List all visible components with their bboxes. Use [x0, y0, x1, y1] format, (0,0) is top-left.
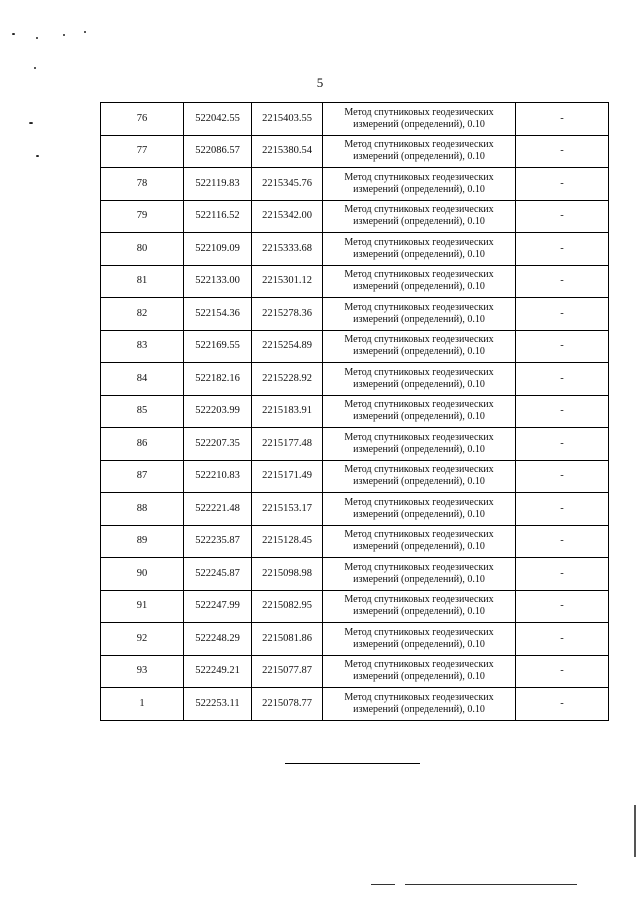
- method-text-line: измерений (определений), 0.10: [353, 703, 485, 715]
- method-text-line: Метод спутниковых геодезических: [344, 334, 494, 346]
- extra-cell: -: [516, 655, 609, 688]
- method-text-line: Метод спутниковых геодезических: [344, 594, 494, 606]
- method-text-line: измерений (определений), 0.10: [353, 476, 485, 488]
- method-cell: [323, 428, 516, 461]
- method-cell: [323, 525, 516, 558]
- extra-cell: -: [516, 428, 609, 461]
- y-coordinate-cell: 2215254.89: [252, 330, 323, 363]
- method-cell: [323, 200, 516, 233]
- y-coordinate-cell: 2215128.45: [252, 525, 323, 558]
- y-coordinate-cell: 2215098.98: [252, 558, 323, 591]
- method-text-line: Метод спутниковых геодезических: [344, 464, 494, 476]
- method-text-line: измерений (определений), 0.10: [353, 671, 485, 683]
- point-number-cell: 92: [101, 623, 184, 656]
- method-cell: [323, 590, 516, 623]
- extra-cell: -: [516, 688, 609, 721]
- method-text-line: Метод спутниковых геодезических: [344, 431, 494, 443]
- extra-cell: -: [516, 558, 609, 591]
- method-cell: [323, 493, 516, 526]
- x-coordinate-cell: 522253.11: [184, 688, 252, 721]
- method-text-line: Метод спутниковых геодезических: [344, 529, 494, 541]
- table-row: [101, 298, 609, 331]
- y-coordinate-cell: 2215082.95: [252, 590, 323, 623]
- table-row: [101, 525, 609, 558]
- method-cell: [323, 135, 516, 168]
- point-number-cell: 87: [101, 460, 184, 493]
- table-row: [101, 330, 609, 363]
- table-row: [101, 590, 609, 623]
- extra-cell: -: [516, 233, 609, 266]
- x-coordinate-cell: 522116.52: [184, 200, 252, 233]
- point-number-cell: 83: [101, 330, 184, 363]
- y-coordinate-cell: 2215345.76: [252, 168, 323, 201]
- method-text-line: измерений (определений), 0.10: [353, 541, 485, 553]
- x-coordinate-cell: 522042.55: [184, 103, 252, 136]
- point-number-cell: 84: [101, 363, 184, 396]
- table-row: [101, 265, 609, 298]
- method-text-line: Метод спутниковых геодезических: [344, 204, 494, 216]
- y-coordinate-cell: 2215403.55: [252, 103, 323, 136]
- end-separator-line: [285, 763, 420, 764]
- extra-cell: -: [516, 623, 609, 656]
- extra-cell: -: [516, 363, 609, 396]
- method-cell: [323, 233, 516, 266]
- x-coordinate-cell: 522086.57: [184, 135, 252, 168]
- method-text-line: измерений (определений), 0.10: [353, 508, 485, 520]
- method-text-line: измерений (определений), 0.10: [353, 606, 485, 618]
- table-row: [101, 688, 609, 721]
- table-row: [101, 200, 609, 233]
- method-cell: [323, 395, 516, 428]
- point-number-cell: 85: [101, 395, 184, 428]
- y-coordinate-cell: 2215081.86: [252, 623, 323, 656]
- y-coordinate-cell: 2215177.48: [252, 428, 323, 461]
- point-number-cell: 78: [101, 168, 184, 201]
- point-number-cell: 82: [101, 298, 184, 331]
- method-text-line: Метод спутниковых геодезических: [344, 366, 494, 378]
- point-number-cell: 81: [101, 265, 184, 298]
- table-row: [101, 135, 609, 168]
- x-coordinate-cell: 522245.87: [184, 558, 252, 591]
- y-coordinate-cell: 2215301.12: [252, 265, 323, 298]
- method-text-line: Метод спутниковых геодезических: [344, 106, 494, 118]
- table-row: [101, 655, 609, 688]
- method-text-line: измерений (определений), 0.10: [353, 378, 485, 390]
- y-coordinate-cell: 2215183.91: [252, 395, 323, 428]
- method-text-line: Метод спутниковых геодезических: [344, 269, 494, 281]
- scan-speck: [63, 34, 65, 36]
- method-text-line: измерений (определений), 0.10: [353, 638, 485, 650]
- y-coordinate-cell: 2215342.00: [252, 200, 323, 233]
- method-text-line: измерений (определений), 0.10: [353, 346, 485, 358]
- method-text-line: Метод спутниковых геодезических: [344, 236, 494, 248]
- footer-line-short: [371, 884, 395, 885]
- point-number-cell: 91: [101, 590, 184, 623]
- method-cell: [323, 103, 516, 136]
- method-text-line: измерений (определений), 0.10: [353, 411, 485, 423]
- scan-edge-mark: [634, 805, 636, 857]
- x-coordinate-cell: 522235.87: [184, 525, 252, 558]
- point-number-cell: 77: [101, 135, 184, 168]
- method-text-line: измерений (определений), 0.10: [353, 183, 485, 195]
- table-row: [101, 558, 609, 591]
- x-coordinate-cell: 522203.99: [184, 395, 252, 428]
- coordinates-table: [100, 102, 609, 721]
- x-coordinate-cell: 522109.09: [184, 233, 252, 266]
- scan-speck: [36, 37, 38, 39]
- method-text-line: Метод спутниковых геодезических: [344, 399, 494, 411]
- y-coordinate-cell: 2215078.77: [252, 688, 323, 721]
- extra-cell: -: [516, 265, 609, 298]
- x-coordinate-cell: 522119.83: [184, 168, 252, 201]
- extra-cell: -: [516, 395, 609, 428]
- scan-speck: [34, 67, 36, 69]
- extra-cell: -: [516, 525, 609, 558]
- method-text-line: Метод спутниковых геодезических: [344, 691, 494, 703]
- method-text-line: измерений (определений), 0.10: [353, 216, 485, 228]
- x-coordinate-cell: 522210.83: [184, 460, 252, 493]
- extra-cell: -: [516, 200, 609, 233]
- method-text-line: Метод спутниковых геодезических: [344, 139, 494, 151]
- page-number: 5: [316, 75, 324, 90]
- scan-speck: [29, 122, 33, 124]
- x-coordinate-cell: 522169.55: [184, 330, 252, 363]
- x-coordinate-cell: 522154.36: [184, 298, 252, 331]
- point-number-cell: 88: [101, 493, 184, 526]
- x-coordinate-cell: 522247.99: [184, 590, 252, 623]
- y-coordinate-cell: 2215380.54: [252, 135, 323, 168]
- method-text-line: измерений (определений), 0.10: [353, 248, 485, 260]
- table-row: [101, 493, 609, 526]
- x-coordinate-cell: 522207.35: [184, 428, 252, 461]
- x-coordinate-cell: 522133.00: [184, 265, 252, 298]
- method-text-line: Метод спутниковых геодезических: [344, 659, 494, 671]
- method-cell: [323, 460, 516, 493]
- extra-cell: -: [516, 330, 609, 363]
- method-text-line: измерений (определений), 0.10: [353, 443, 485, 455]
- method-cell: [323, 688, 516, 721]
- coordinates-table-body: [101, 103, 609, 721]
- table-row: [101, 168, 609, 201]
- table-row: [101, 363, 609, 396]
- scan-speck: [36, 155, 39, 157]
- extra-cell: -: [516, 298, 609, 331]
- scan-speck: [84, 31, 86, 33]
- y-coordinate-cell: 2215077.87: [252, 655, 323, 688]
- point-number-cell: 1: [101, 688, 184, 721]
- method-text-line: измерений (определений), 0.10: [353, 573, 485, 585]
- method-text-line: Метод спутниковых геодезических: [344, 496, 494, 508]
- y-coordinate-cell: 2215278.36: [252, 298, 323, 331]
- method-cell: [323, 558, 516, 591]
- point-number-cell: 93: [101, 655, 184, 688]
- method-cell: [323, 330, 516, 363]
- method-text-line: Метод спутниковых геодезических: [344, 561, 494, 573]
- footer-line-long: [405, 884, 577, 885]
- method-cell: [323, 168, 516, 201]
- extra-cell: -: [516, 168, 609, 201]
- y-coordinate-cell: 2215228.92: [252, 363, 323, 396]
- x-coordinate-cell: 522182.16: [184, 363, 252, 396]
- point-number-cell: 76: [101, 103, 184, 136]
- method-text-line: измерений (определений), 0.10: [353, 151, 485, 163]
- method-text-line: Метод спутниковых геодезических: [344, 171, 494, 183]
- point-number-cell: 79: [101, 200, 184, 233]
- method-text-line: измерений (определений), 0.10: [353, 118, 485, 130]
- y-coordinate-cell: 2215153.17: [252, 493, 323, 526]
- extra-cell: -: [516, 493, 609, 526]
- method-cell: [323, 363, 516, 396]
- y-coordinate-cell: 2215333.68: [252, 233, 323, 266]
- scan-speck: [12, 33, 15, 35]
- method-cell: [323, 655, 516, 688]
- method-text-line: Метод спутниковых геодезических: [344, 626, 494, 638]
- table-row: [101, 428, 609, 461]
- table-row: [101, 623, 609, 656]
- point-number-cell: 90: [101, 558, 184, 591]
- table-row: [101, 233, 609, 266]
- method-cell: [323, 298, 516, 331]
- extra-cell: -: [516, 103, 609, 136]
- method-text-line: Метод спутниковых геодезических: [344, 301, 494, 313]
- method-text-line: измерений (определений), 0.10: [353, 281, 485, 293]
- method-cell: [323, 623, 516, 656]
- point-number-cell: 89: [101, 525, 184, 558]
- extra-cell: -: [516, 135, 609, 168]
- method-cell: [323, 265, 516, 298]
- table-row: [101, 395, 609, 428]
- extra-cell: -: [516, 590, 609, 623]
- y-coordinate-cell: 2215171.49: [252, 460, 323, 493]
- point-number-cell: 86: [101, 428, 184, 461]
- table-row: [101, 103, 609, 136]
- extra-cell: -: [516, 460, 609, 493]
- x-coordinate-cell: 522248.29: [184, 623, 252, 656]
- table-row: [101, 460, 609, 493]
- x-coordinate-cell: 522249.21: [184, 655, 252, 688]
- method-text-line: измерений (определений), 0.10: [353, 313, 485, 325]
- x-coordinate-cell: 522221.48: [184, 493, 252, 526]
- point-number-cell: 80: [101, 233, 184, 266]
